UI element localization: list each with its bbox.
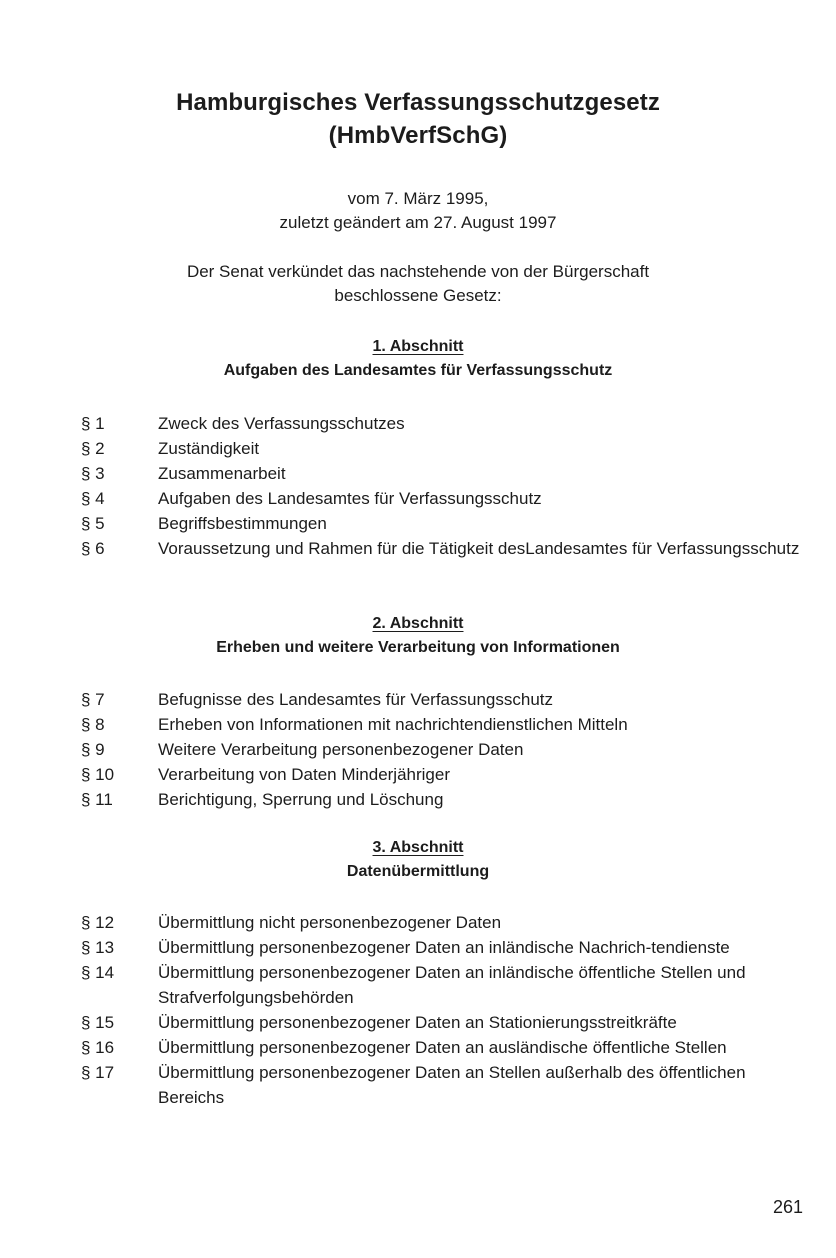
paragraph-number: § 6 — [81, 539, 105, 558]
paragraph-number: § 1 — [81, 414, 105, 433]
paragraph-title: Zusammenarbeit — [158, 464, 286, 483]
paragraph-title: Berichtigung, Sperrung und Löschung — [158, 790, 444, 809]
preamble — [0, 260, 836, 308]
section-3-number: 3. Abschnitt — [372, 839, 464, 856]
toc-entry — [81, 1035, 801, 1060]
title-line-1: Hamburgisches Verfassungsschutzgesetz — [176, 89, 660, 116]
paragraph-number: § 9 — [81, 740, 105, 759]
section-1-title: Aufgaben des Landesamtes für Verfassungsschutz — [223, 362, 613, 379]
paragraph-number: § 7 — [81, 690, 105, 709]
section-3-title: Datenübermittlung — [346, 863, 490, 880]
paragraph-title: Aufgaben des Landesamtes für Verfassungsschutz — [158, 489, 542, 508]
paragraph-number: § 2 — [81, 439, 105, 458]
toc-entry — [81, 511, 801, 536]
page-number: 261 — [772, 1197, 803, 1217]
toc-entry — [81, 960, 801, 1010]
paragraph-number: § 15 — [81, 1013, 115, 1032]
section-3-toc — [81, 910, 801, 1110]
toc-entry — [81, 737, 801, 762]
section-3-heading — [0, 836, 836, 884]
toc-entry — [81, 935, 801, 960]
paragraph-title: Übermittlung personenbezogener Daten an inländische Nachrich-tendienste — [158, 938, 730, 957]
title-line-2: (HmbVerfSchG) — [328, 122, 508, 149]
paragraph-number: § 3 — [81, 464, 105, 483]
paragraph-title: Übermittlung personenbezogener Daten an Stellen außerhalb des öffentlichen Bereichs — [158, 1063, 746, 1107]
paragraph-title: Erheben von Informationen mit nachrichtendienstlichen Mitteln — [158, 715, 628, 734]
paragraph-title: Verarbeitung von Daten Minderjähriger — [158, 765, 451, 784]
document-title — [0, 86, 836, 152]
paragraph-title: Begriffsbestimmungen — [158, 514, 327, 533]
toc-entry — [81, 787, 801, 812]
toc-entry — [81, 536, 801, 561]
section-2-heading — [0, 612, 836, 660]
paragraph-number: § 4 — [81, 489, 105, 508]
date-line-2: zuletzt geändert am 27. August 1997 — [279, 213, 557, 232]
paragraph-number: § 11 — [81, 790, 113, 809]
paragraph-number: § 13 — [81, 938, 115, 957]
paragraph-number: § 16 — [81, 1038, 115, 1057]
paragraph-number: § 14 — [81, 963, 115, 982]
toc-entry — [81, 687, 801, 712]
paragraph-number: § 10 — [81, 765, 115, 784]
section-2-toc — [81, 687, 801, 812]
toc-entry — [81, 411, 801, 436]
toc-entry — [81, 461, 801, 486]
paragraph-title: Befugnisse des Landesamtes für Verfassungsschutz — [158, 690, 554, 709]
section-2-title: Erheben und weitere Verarbeitung von Informationen — [216, 639, 620, 656]
toc-entry — [81, 712, 801, 737]
paragraph-number: § 12 — [81, 913, 115, 932]
section-1-heading — [0, 335, 836, 383]
paragraph-title: Voraussetzung und Rahmen für die Tätigkeit desLandesamtes für Verfassungsschutz — [158, 539, 800, 558]
paragraph-title: Übermittlung personenbezogener Daten an ausländische öffentliche Stellen — [158, 1038, 727, 1057]
paragraph-title: Weitere Verarbeitung personenbezogener Daten — [158, 740, 524, 759]
enactment-dates — [0, 187, 836, 235]
toc-entry — [81, 486, 801, 511]
paragraph-title: Zuständigkeit — [158, 439, 260, 458]
toc-entry — [81, 436, 801, 461]
paragraph-title: Übermittlung nicht personenbezogener Daten — [158, 913, 502, 932]
section-1-number: 1. Abschnitt — [372, 338, 464, 355]
paragraph-title: Zweck des Verfassungsschutzes — [158, 414, 405, 433]
section-1-toc — [81, 411, 801, 561]
section-2-number: 2. Abschnitt — [372, 615, 464, 632]
date-line-1: vom 7. März 1995, — [347, 189, 489, 208]
preamble-line-2: beschlossene Gesetz: — [334, 286, 502, 305]
paragraph-number: § 17 — [81, 1063, 115, 1082]
paragraph-title: Übermittlung personenbezogener Daten an Stationierungsstreitkräfte — [158, 1013, 677, 1032]
toc-entry — [81, 910, 801, 935]
toc-entry — [81, 1010, 801, 1035]
toc-entry — [81, 762, 801, 787]
toc-entry — [81, 1060, 801, 1110]
paragraph-title: Übermittlung personenbezogener Daten an inländische öffentliche Stellen und Strafverfolgungsbehörden — [158, 963, 746, 1007]
paragraph-number: § 8 — [81, 715, 105, 734]
preamble-line-1: Der Senat verkündet das nachstehende von der Bürgerschaft — [186, 262, 650, 281]
paragraph-number: § 5 — [81, 514, 105, 533]
